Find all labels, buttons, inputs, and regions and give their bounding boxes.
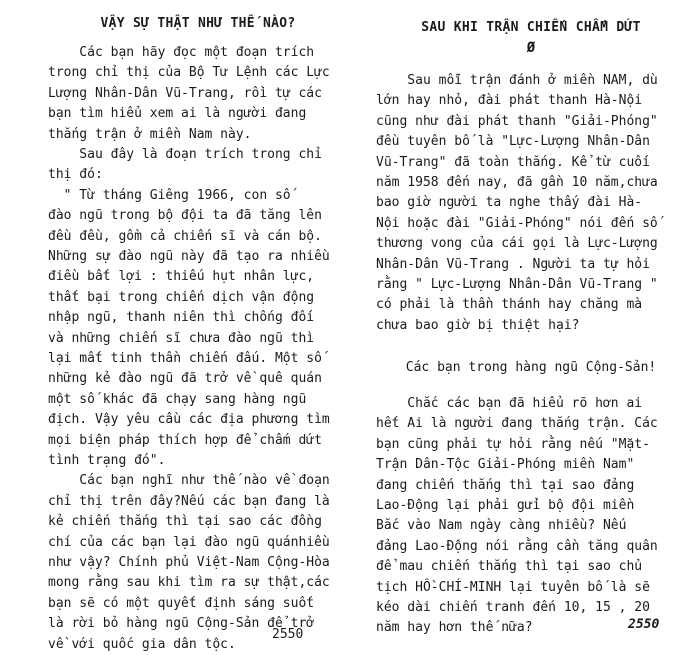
right-section-heading: Các bạn trong hàng ngũ Cộng-Sản!: [405, 360, 657, 375]
text-line: Sau đây là đoạn trích trong chỉ: [48, 147, 322, 162]
text-line: thất bại trong chiến dịch vận động: [48, 289, 315, 305]
text-line: điều bất lợi : thiếu hụt nhân lực,: [48, 269, 315, 285]
text-line: năm hay hơn thế nữa?: [376, 620, 533, 636]
text-line: Trận Dân-Tộc Giải-Phóng miền Nam": [376, 457, 635, 473]
text-line: về với quốc gia dân tộc.: [48, 636, 236, 652]
text-line: thắng trận ở miền Nam này.: [48, 126, 252, 142]
text-line: bạn sẽ có một quyết định sáng suốt: [48, 595, 315, 611]
right-title: SAU KHI TRẬN CHIẾN CHẤM DỨT: [421, 20, 641, 35]
text-line: rằng " Lực-Lượng Nhân-Dân Vũ-Trang ": [376, 277, 658, 292]
text-line: đều đều, gồm cả chiến sĩ và cán bộ.: [48, 228, 322, 244]
left-page-number: 2550: [272, 627, 304, 642]
text-line: bao giờ người ta nghe thấy đài Hà-: [376, 195, 643, 211]
text-line: lớn hay nhỏ, đài phát thanh Hà-Nội: [376, 93, 643, 109]
text-line: kẻ chiến thắng thì tại sao các đồng: [48, 514, 322, 530]
text-line: tịch HỒ-CHÍ-MINH lại tuyên bố là sẽ: [376, 579, 650, 595]
text-line: đào ngũ trong bộ đội ta đã tăng lên: [48, 208, 322, 224]
text-line: Nội hoặc đài "Giải-Phóng" nói đến số: [376, 215, 658, 231]
text-line: Các bạn hãy đọc một đoạn trích: [48, 45, 315, 60]
text-line: tình trạng đó".: [48, 453, 166, 468]
text-line: đảng Lao-Động nói rằng cần tăng quân: [376, 538, 658, 554]
text-line: Chắc các bạn đã hiểu rõ hơn ai: [376, 396, 643, 411]
text-line: " Từ tháng Giêng 1966, con số: [48, 187, 291, 203]
text-line: Lao-Động lại phải gửi bộ đội miền: [376, 498, 635, 513]
text-line: kéo dài chiến tranh đến 10, 15 , 20: [376, 600, 650, 615]
text-line: như vậy? Chính phủ Việt-Nam Cộng-Hòa: [48, 555, 330, 570]
text-line: năm 1958 đến nay, đã gần 10 năm,chưa: [376, 175, 658, 190]
text-line: Lượng Nhân-Dân Vũ-Trang, rồi tự các: [48, 85, 322, 101]
right-page-number: 2550: [628, 617, 660, 632]
text-line: những kẻ đào ngũ đã trở về quê quán: [48, 371, 322, 387]
text-line: chí của các bạn lại đào ngũ quánhiều: [48, 534, 330, 550]
text-line: Nhân-Dân Vũ-Trang . Người ta tự hỏi: [376, 256, 650, 272]
text-line: đều tuyên bố là "Lực-Lượng Nhân-Dân: [376, 134, 650, 150]
text-line: thương vong của cái gọi là Lực-Lượng: [376, 236, 658, 252]
text-line: nhập ngũ, thanh niên thì chống đối: [48, 310, 315, 326]
text-line: hết Ai là người đang thắng trận. Các: [376, 416, 658, 432]
right-column: [376, 0, 686, 655]
text-line: Các bạn nghĩ như thế nào về đoạn: [48, 473, 330, 489]
text-line: mong rằng sau khi tìm ra sự thật,các: [48, 575, 330, 591]
text-line: mọi biện pháp thích hợp để chấm dứt: [48, 432, 322, 448]
text-line: một số khác đã chạy sang hàng ngũ: [48, 391, 307, 407]
text-line: Bắc vào Nam ngày càng nhiều? Nếu: [376, 518, 627, 534]
text-line: bạn cũng phải tự hỏi rằng nếu "Mặt-: [376, 436, 650, 452]
text-line: thị đó:: [48, 167, 103, 183]
right-title-mark: Ø: [526, 40, 536, 56]
text-line: bạn tìm hiểu xem ai là người đang: [48, 106, 307, 122]
text-line: chưa bao giờ bị thiệt hại?: [376, 317, 580, 333]
text-line: đang chiến thắng thì tại sao đảng: [376, 477, 635, 493]
text-line: để mau chiến thắng thì tại sao chủ: [376, 559, 643, 575]
text-line: Vũ-Trang" đã toàn thắng. Kể từ cuối: [376, 154, 650, 170]
text-line: và những chiến sĩ chưa đào ngũ thì: [48, 330, 315, 346]
text-line: trong chỉ thị của Bộ Tư Lệnh các Lực: [48, 65, 330, 81]
text-line: là rời bỏ hàng ngũ Cộng-Sản để trở: [48, 616, 315, 632]
text-line: chỉ thị trên đây?Nếu các bạn đang là: [48, 493, 330, 509]
text-line: Sau mỗi trận đánh ở miền NAM, dù: [376, 73, 658, 88]
text-line: cũng như đài phát thanh "Giải-Phóng": [376, 113, 658, 129]
left-title: VẬY SỰ THẬT NHƯ THẾ NÀO?: [100, 16, 296, 31]
left-column: [48, 0, 348, 655]
text-line: lại mất tinh thần chiến đấu. Một số: [48, 351, 322, 366]
text-line: có phải là thần thánh hay chăng mà: [376, 297, 643, 313]
text-line: địch. Vậy yêu cầu các địa phương tìm: [48, 412, 330, 428]
text-line: Những sự đào ngũ này đã tạo ra nhiều: [48, 249, 330, 264]
